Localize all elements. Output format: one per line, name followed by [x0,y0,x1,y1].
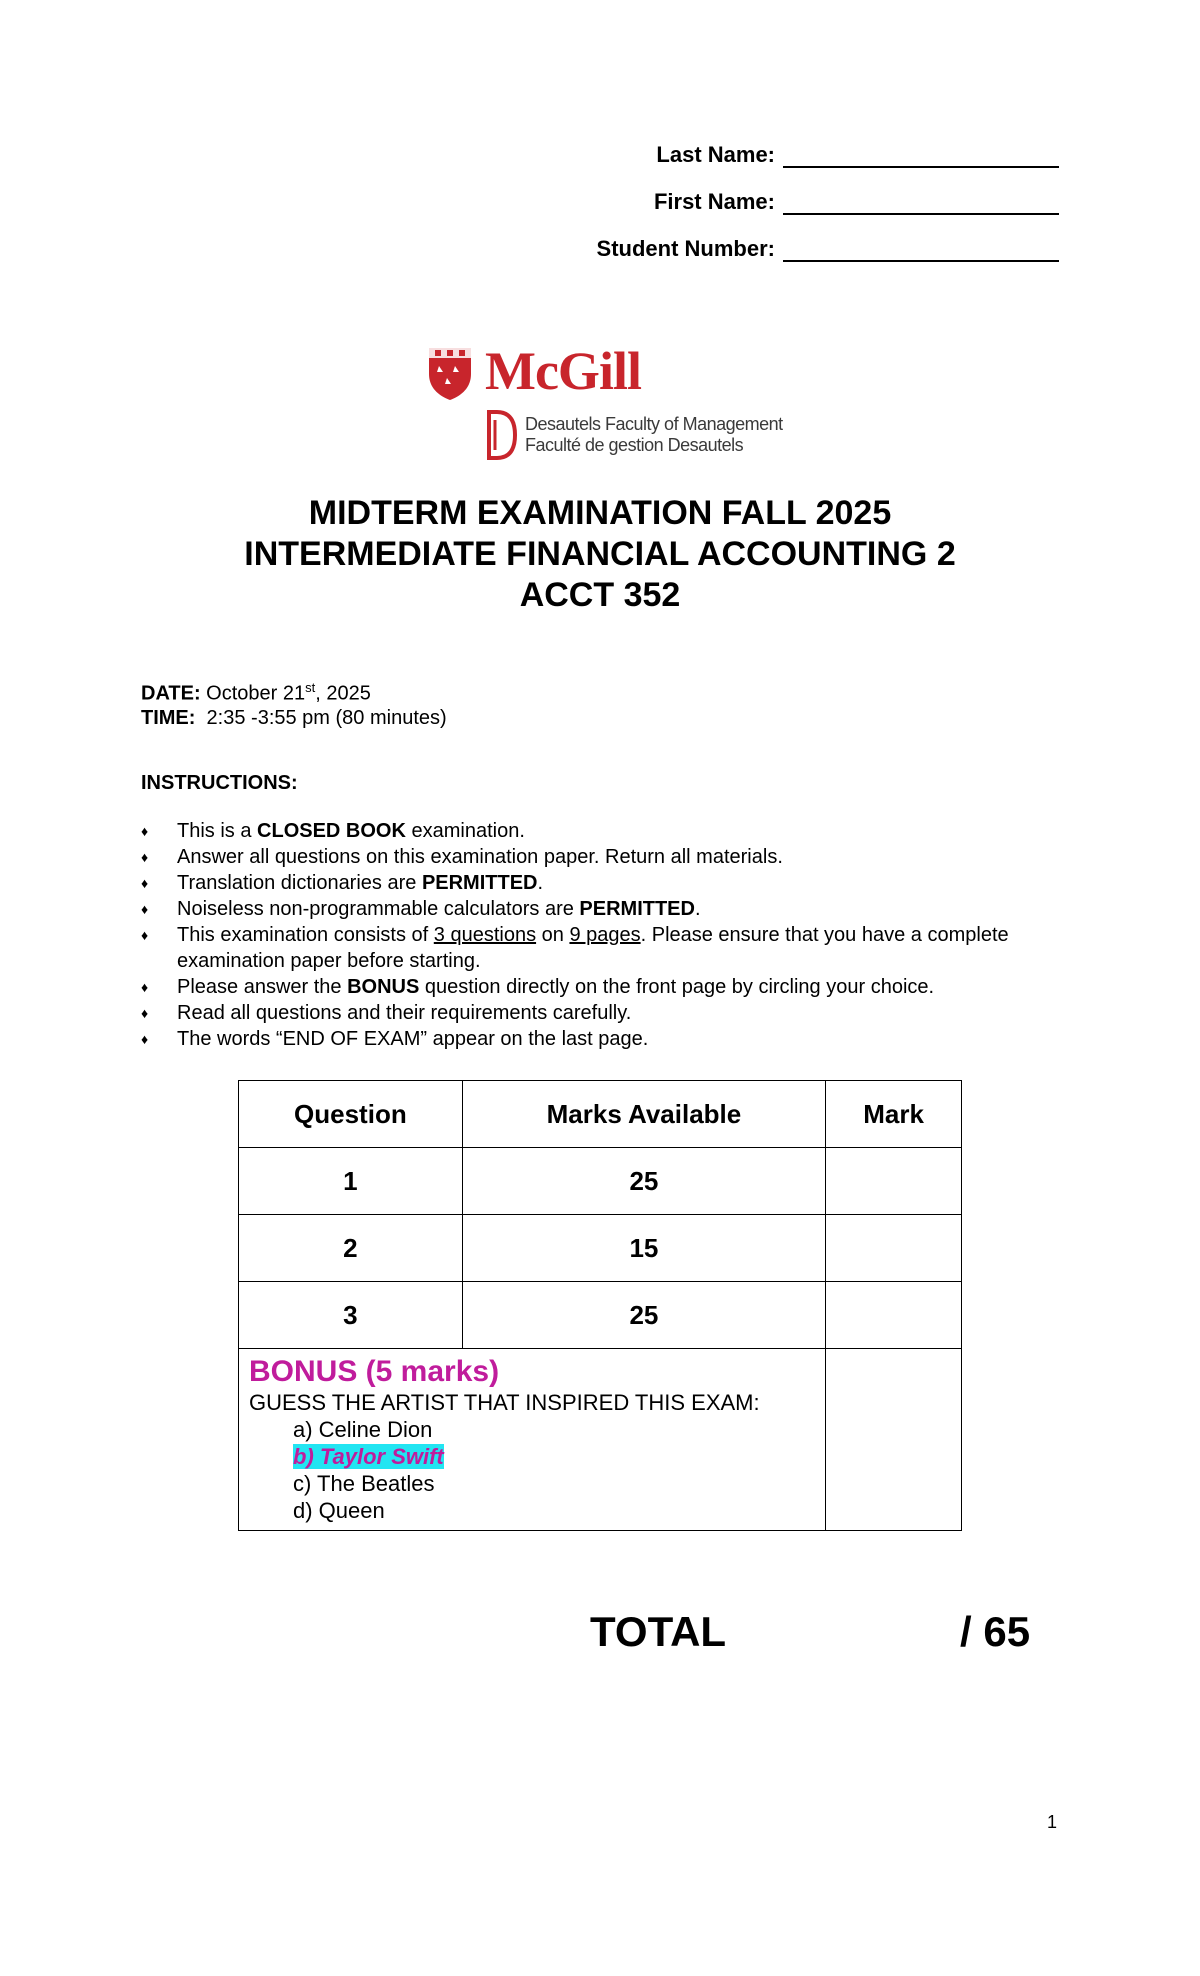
diamond-bullet-icon: ♦ [141,823,149,839]
exam-title [0,493,1200,616]
first-name-label: First Name: [653,189,775,214]
mark-cell[interactable] [826,1215,962,1282]
title-line-3: ACCT 352 [519,576,681,614]
bonus-title: BONUS (5 marks) [249,1355,500,1388]
instruction-text: . Please ensure that you have a complete examination paper before starting. [177,924,1009,972]
list-item [141,922,1021,974]
title-line-2: INTERMEDIATE FINANCIAL ACCOUNTING 2 [244,535,956,573]
last-name-line[interactable] [783,144,1059,168]
date-label: DATE: [141,682,201,705]
diamond-bullet-icon: ♦ [141,1031,149,1047]
instruction-text: Read all questions and their requirements carefully. [177,1002,632,1024]
date-value-pre: October 21 [200,682,306,705]
faculty-name-en: Desautels Faculty of Management [525,414,783,434]
list-item [141,870,1021,896]
header-marks-available: Marks Available [462,1081,825,1148]
title-line-1: MIDTERM EXAMINATION FALL 2025 [308,494,892,532]
diamond-bullet-icon: ♦ [141,849,149,865]
instruction-text: . [694,898,701,920]
list-item [141,974,1021,1000]
date-value-sup: st [305,680,316,695]
mcgill-crest-icon [425,344,475,402]
instruction-text: This is a [177,820,258,842]
first-name-field[interactable] [654,189,1059,215]
diamond-bullet-icon: ♦ [141,901,149,917]
bonus-options [249,1416,825,1524]
mark-cell[interactable] [826,1282,962,1349]
instruction-text: on [536,924,570,946]
header-mark: Mark [826,1081,962,1148]
instruction-text: question directly on the front page by circling your choice. [419,976,935,998]
instruction-text: Please answer the [177,976,348,998]
time-value: 2:35 -3:55 pm (80 minutes) [195,706,447,729]
instruction-bold: PERMITTED [421,872,538,894]
marks-table [238,1080,962,1531]
list-item [141,844,1021,870]
instruction-underline: 9 pages [569,924,641,946]
bonus-option-d[interactable]: d) Queen [293,1498,385,1523]
bonus-cell [239,1349,826,1531]
instruction-text: Noiseless non-programmable calculators are [177,898,580,920]
instruction-text: This examination consists of [177,924,434,946]
instruction-text: . [537,872,544,894]
table-row [239,1148,962,1215]
question-number: 3 [239,1282,463,1349]
date-line [141,676,447,706]
list-item [141,896,1021,922]
date-value-post: , 2025 [315,682,371,705]
list-item [141,1026,1021,1052]
list-item [141,1000,1021,1026]
time-label: TIME: [141,706,196,729]
bonus-option-a[interactable]: a) Celine Dion [293,1417,433,1442]
table-row [239,1215,962,1282]
total-value: / 65 [960,1608,1031,1655]
header-question: Question [239,1081,463,1148]
list-item [141,818,1021,844]
bonus-option-b-highlighted[interactable]: b) Taylor Swift [293,1444,444,1469]
instruction-underline: 3 questions [433,924,537,946]
diamond-bullet-icon: ♦ [141,979,149,995]
bonus-row [239,1349,962,1531]
instructions-list [141,818,1021,1052]
date-time-block [141,676,447,730]
question-number: 1 [239,1148,463,1215]
question-number: 2 [239,1215,463,1282]
instruction-bold: CLOSED BOOK [257,820,406,842]
student-number-label: Student Number: [596,236,775,261]
table-header-row [239,1081,962,1148]
instruction-text: The words “END OF EXAM” appear on the last page. [177,1028,649,1050]
desautels-d-icon [485,408,519,462]
page-number: 1 [1047,1812,1058,1832]
marks-available: 25 [462,1148,825,1215]
bonus-mark-cell[interactable] [826,1349,962,1531]
faculty-names [525,414,783,456]
bonus-question: GUESS THE ARTIST THAT INSPIRED THIS EXAM: [249,1390,760,1415]
first-name-line[interactable] [783,191,1059,215]
time-line [141,706,447,730]
instruction-text: examination. [405,820,525,842]
diamond-bullet-icon: ♦ [141,875,149,891]
diamond-bullet-icon: ♦ [141,1005,149,1021]
marks-available: 25 [462,1282,825,1349]
instruction-text: Translation dictionaries are [177,872,422,894]
student-number-line[interactable] [783,238,1059,262]
bonus-option-c[interactable]: c) The Beatles [293,1471,435,1496]
faculty-name-fr: Faculté de gestion Desautels [525,435,744,455]
total-label: TOTAL [590,1608,727,1655]
last-name-label: Last Name: [656,142,775,167]
diamond-bullet-icon: ♦ [141,927,149,943]
mcgill-logo [425,341,785,464]
instructions-heading: INSTRUCTIONS: [141,772,298,794]
marks-available: 15 [462,1215,825,1282]
mcgill-wordmark: McGill [485,341,641,401]
table-row [239,1282,962,1349]
last-name-field[interactable] [656,142,1059,168]
student-number-field[interactable] [597,236,1059,262]
mark-cell[interactable] [826,1148,962,1215]
instruction-text: Answer all questions on this examination paper. Return all materials. [177,846,783,868]
instruction-bold: PERMITTED [579,898,695,920]
instruction-bold: BONUS [347,976,420,998]
bonus-option-b[interactable] [293,1443,825,1470]
